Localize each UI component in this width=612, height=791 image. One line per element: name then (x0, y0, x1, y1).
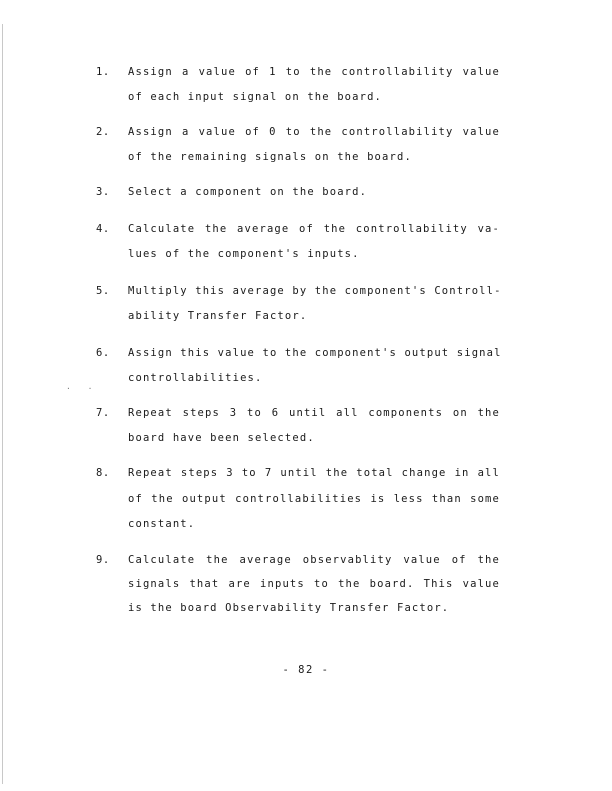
step-text-line: board have been selected. (128, 432, 315, 444)
step-number: 2. (96, 126, 110, 138)
step-text-line: Assign a value of 1 to the controllability value (128, 66, 500, 78)
step-number: 9. (96, 554, 110, 566)
step-text-line: Calculate the average of the controllability va- (128, 223, 500, 235)
step-text-line: of the output controllabilities is less than some (128, 493, 500, 505)
scan-specks: · · (66, 384, 99, 393)
step-text-line: of each input signal on the board. (128, 91, 383, 103)
step-number: 3. (96, 186, 110, 198)
step-text-line: Multiply this average by the component's Controll- (128, 285, 502, 297)
step-text-line: of the remaining signals on the board. (128, 151, 412, 163)
step-text-line: Select a component on the board. (128, 186, 368, 198)
step-text-line: controllabilities. (128, 372, 263, 384)
step-number: 7. (96, 407, 110, 419)
step-text-line: signals that are inputs to the board. This value (128, 578, 500, 590)
step-text-line: Assign a value of 0 to the controllability value (128, 126, 500, 138)
step-text-line: Assign this value to the component's output signal (128, 347, 502, 359)
page-number: - 82 - (282, 664, 330, 676)
step-number: 8. (96, 467, 110, 479)
step-text-line: Repeat steps 3 to 7 until the total change in all (128, 467, 500, 479)
step-number: 4. (96, 223, 110, 235)
step-number: 6. (96, 347, 110, 359)
step-text-line: is the board Observability Transfer Factor. (128, 602, 450, 614)
step-number: 5. (96, 285, 110, 297)
step-text-line: lues of the component's inputs. (128, 248, 360, 260)
step-text-line: ability Transfer Factor. (128, 310, 308, 322)
step-number: 1. (96, 66, 110, 78)
step-text-line: Calculate the average observablity value of the (128, 554, 500, 566)
step-text-line: Repeat steps 3 to 6 until all components on the (128, 407, 500, 419)
step-text-line: constant. (128, 518, 196, 530)
